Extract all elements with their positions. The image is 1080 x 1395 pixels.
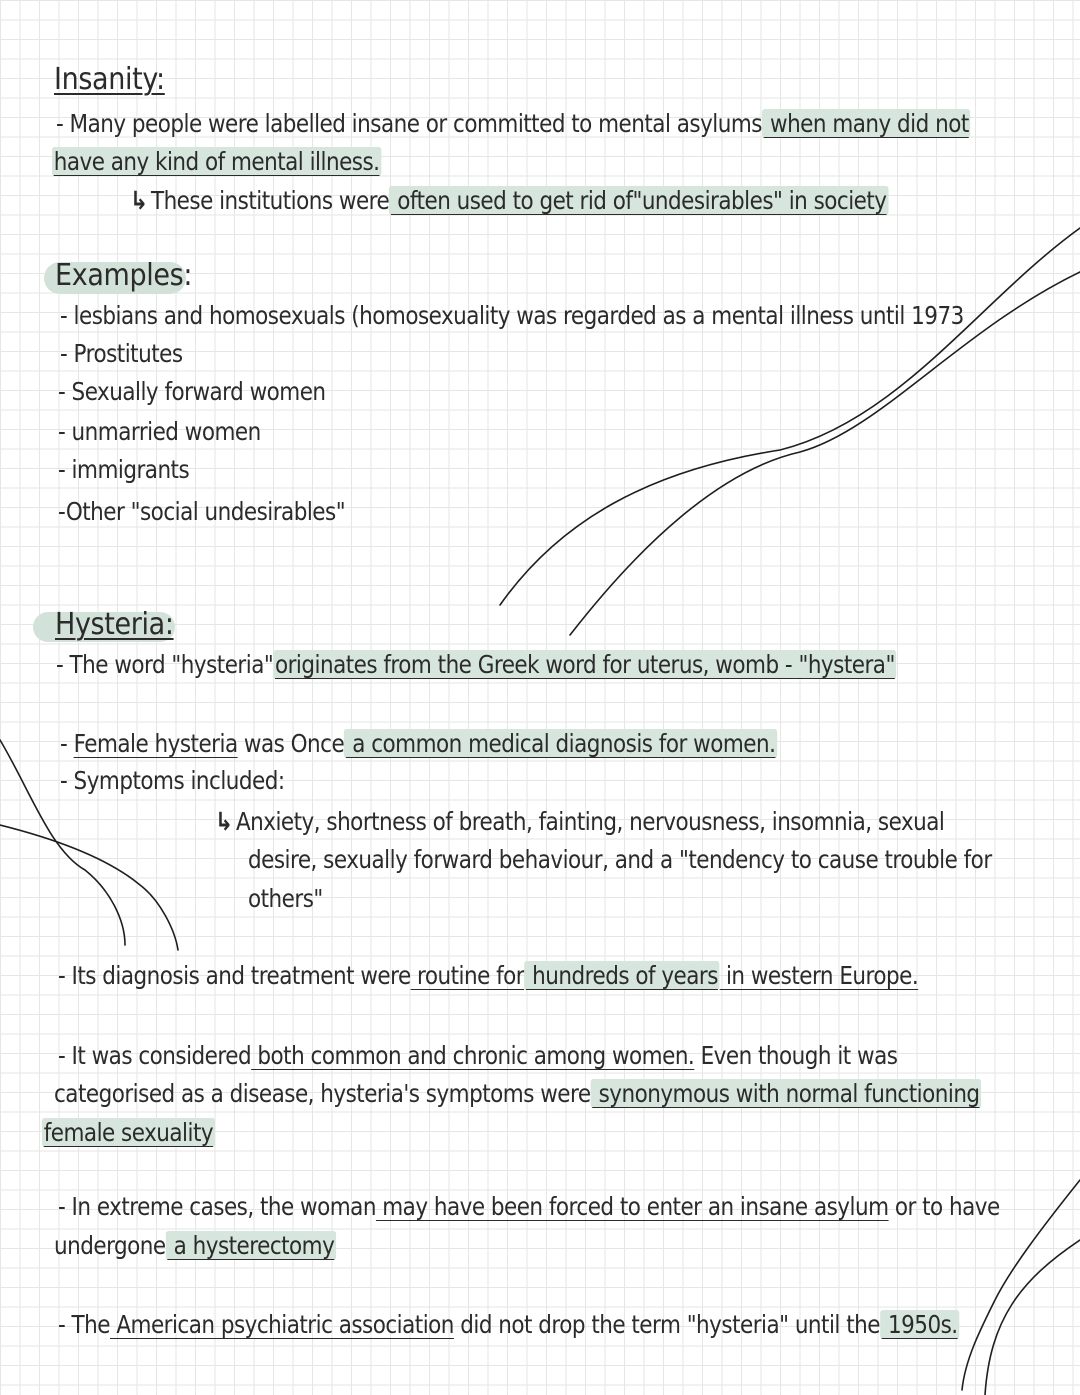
- hysteria-text: or to have: [888, 1192, 1000, 1221]
- hysteria-highlight-text: 1950s.: [881, 1310, 958, 1339]
- insanity-highlight-text: when many did not: [763, 109, 969, 138]
- hysteria-underlined-text: Female hysteria: [73, 729, 238, 758]
- hysteria-highlight-text: a common medical diagnosis for women.: [345, 729, 776, 758]
- symptoms-text: Anxiety, shortness of breath, fainting, nervousness, insomnia, sexual: [235, 807, 945, 836]
- symptoms-label: - Symptoms included:: [60, 766, 285, 795]
- symptoms-line-1: [215, 806, 944, 838]
- insanity-line-2: [52, 146, 381, 178]
- insanity-heading: Insanity:: [54, 62, 165, 97]
- hysteria-highlight-text: female sexuality: [43, 1118, 214, 1147]
- hysteria-text: - Its diagnosis and treatment were: [58, 961, 411, 990]
- hysteria-text: - In extreme cases, the woman: [58, 1192, 376, 1221]
- example-item: - unmarried women: [58, 417, 261, 446]
- decorative-curve: [0, 825, 178, 950]
- hysteria-underlined-text: in western Europe.: [719, 961, 919, 990]
- symptoms-line-3: others": [248, 884, 323, 913]
- hysteria-underlined-text: both common and chronic among women.: [251, 1041, 695, 1070]
- hysteria-text: categorised as a disease, hysteria's symptoms were: [54, 1079, 591, 1108]
- example-item: - Sexually forward women: [58, 377, 326, 406]
- example-item: -Other "social undesirables": [58, 497, 346, 526]
- example-item: - lesbians and homosexuals (homosexuality was regarded as a mental illness until 1973: [60, 301, 964, 330]
- hysteria-underlined-text: American psychiatric association: [110, 1310, 454, 1339]
- hysteria-routine: [58, 960, 918, 992]
- arrow-icon: ↳: [215, 807, 233, 836]
- hysteria-underlined-text: routine for: [410, 961, 525, 990]
- hysteria-text: Even though it was: [694, 1041, 898, 1070]
- hysteria-chronic-1: [58, 1040, 897, 1072]
- hysteria-text: did not drop the term "hysteria" until the: [453, 1310, 880, 1339]
- hysteria-highlight-text: originates from the Greek word for uterus, womb - "hystera": [274, 650, 895, 679]
- insanity-highlight-text: often used to get rid of"undesirables" in society: [390, 186, 887, 215]
- hysteria-heading: Hysteria:: [55, 607, 174, 642]
- insanity-highlight-text: have any kind of mental illness.: [53, 147, 380, 176]
- hysteria-text: - The: [58, 1310, 111, 1339]
- insanity-text: - Many people were labelled insane or committed to mental asylums: [56, 109, 762, 138]
- hysteria-highlight-text: a hysterectomy: [167, 1231, 335, 1260]
- hysteria-text: - The word "hysteria": [56, 650, 274, 679]
- symptoms-line-2: desire, sexually forward behaviour, and a "tendency to cause trouble for: [248, 845, 992, 874]
- hysteria-apa: [58, 1309, 959, 1341]
- hysteria-text: - It was considered: [58, 1041, 252, 1070]
- hysteria-underlined-text: may have been forced to enter an insane asylum: [375, 1192, 889, 1221]
- hysteria-chronic-2: [54, 1078, 981, 1110]
- insanity-text: These institutions were: [150, 186, 390, 215]
- hysteria-text: -: [60, 729, 74, 758]
- decorative-curve: [985, 1240, 1080, 1395]
- decorative-curve: [500, 228, 1080, 605]
- hysteria-text: undergone: [54, 1231, 166, 1260]
- insanity-line-3: [130, 185, 888, 217]
- example-item: - immigrants: [58, 455, 190, 484]
- hysteria-highlight-text: hundreds of years: [525, 961, 718, 990]
- hysteria-diagnosis: [60, 728, 777, 760]
- hysteria-chronic-3: [42, 1117, 215, 1149]
- hysteria-origin: [56, 649, 897, 681]
- arrow-icon: ↳: [130, 186, 148, 215]
- hysteria-text: was Once: [237, 729, 345, 758]
- hysteria-highlight-text: synonymous with normal functioning: [592, 1079, 980, 1108]
- hysteria-extreme-2: [54, 1230, 336, 1262]
- example-item: - Prostitutes: [60, 339, 183, 368]
- examples-heading: Examples:: [55, 258, 193, 293]
- insanity-line-1: [56, 108, 970, 140]
- hysteria-extreme-1: [58, 1191, 1000, 1223]
